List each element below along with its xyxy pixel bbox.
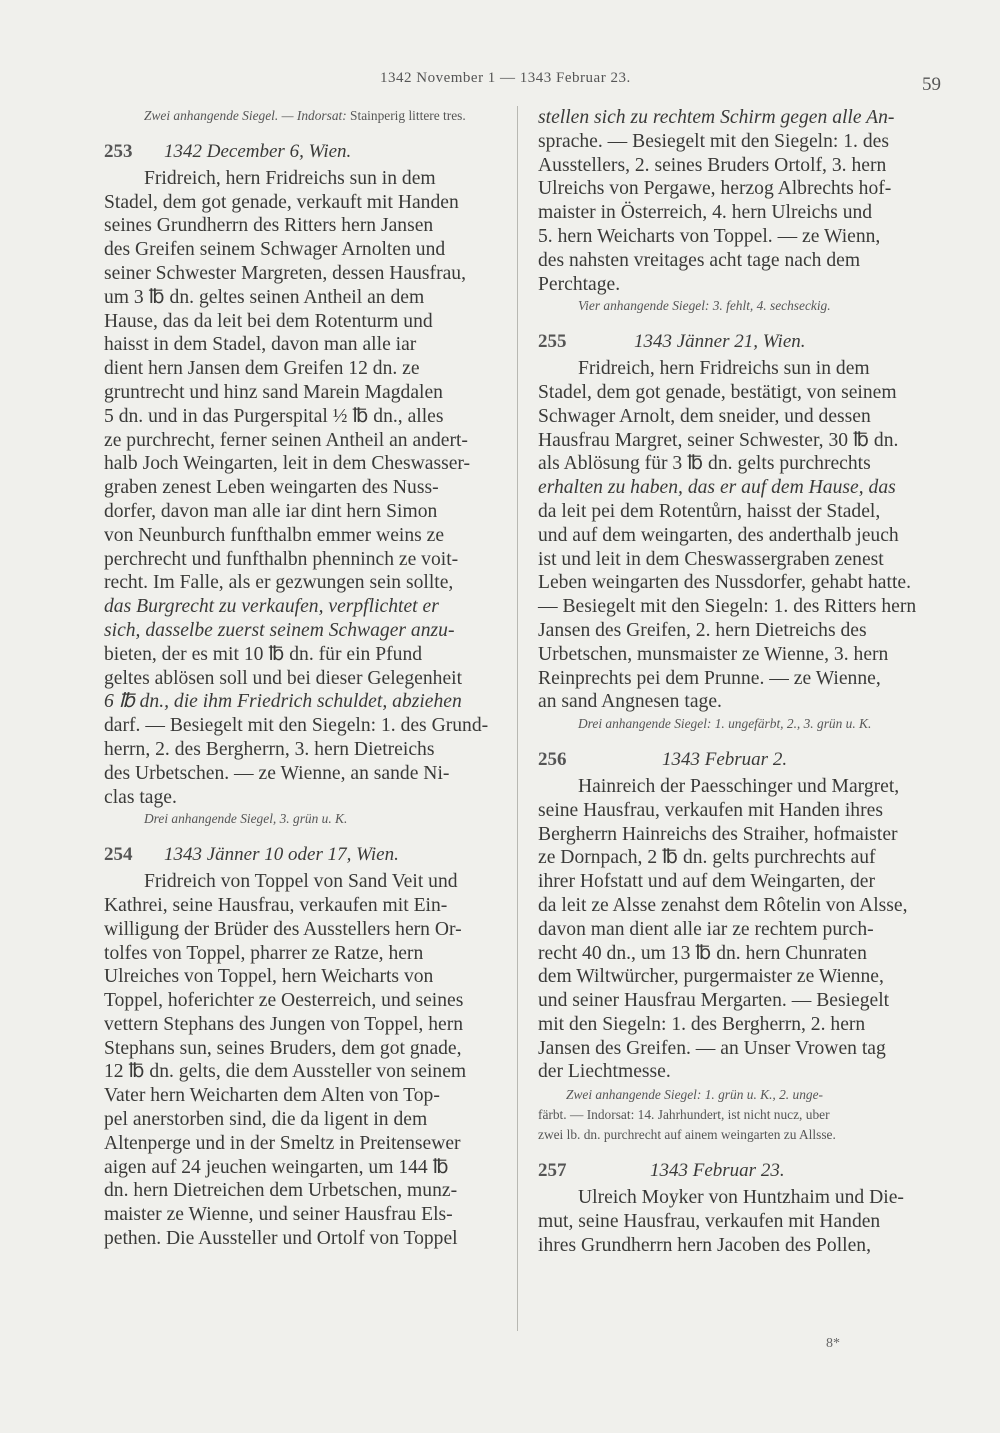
text-line: und auf dem weingarten, des anderthalb jeuch xyxy=(538,524,899,546)
text-line: — Besiegelt mit den Siegeln: 1. des Ritters hern xyxy=(538,596,917,618)
text-line: Jansen des Greifen. — an Unser Vrowen tag xyxy=(538,1037,886,1059)
page-number: 59 xyxy=(922,74,941,95)
text-line: Bergherrn Hainreichs des Straiher, hofmaister xyxy=(538,823,898,845)
text-line: Hainreich der Paesschinger und Margret, xyxy=(578,775,900,797)
text-line: Ulreichs von Pergawe, herzog Albrechts hof- xyxy=(538,178,892,200)
text-line: tolfes von Toppel, pharrer ze Ratze, hern xyxy=(104,942,424,964)
right-column xyxy=(538,106,936,1257)
text-line: clas tage. xyxy=(104,786,177,808)
text-line: gruntrecht und hinz sand Marein Magdalen xyxy=(104,381,443,403)
text-line: maister in Österreich, 4. hern Ulreichs und xyxy=(538,202,873,224)
text-line: mut, seine Hausfrau, verkaufen mit Handen xyxy=(538,1210,881,1232)
text-line: sich, dasselbe zuerst seinem Schwager anzu- xyxy=(104,619,455,641)
text-line: geltes ablösen soll und bei dieser Gelegenheit xyxy=(104,667,463,689)
seal-note xyxy=(538,1085,936,1145)
text-line: ihres Grundherrn hern Jacoben des Pollen, xyxy=(538,1234,871,1256)
column-divider xyxy=(517,106,518,1331)
entry-date: 1343 Februar 2. xyxy=(662,749,788,771)
text-line: ihrer Hofstatt und auf dem Weingarten, der xyxy=(538,871,876,893)
entry-number: 253 xyxy=(104,141,133,162)
text-line: der Liechtmesse. xyxy=(538,1061,671,1083)
text-line: Perchtage. xyxy=(538,273,621,295)
text-line: seiner Schwester Margreten, dessen Hausfrau, xyxy=(104,262,466,284)
text-line: aigen auf 24 jeuchen weingarten, um 144 ℔ xyxy=(104,1156,449,1178)
entry-number: 257 xyxy=(538,1160,567,1182)
text-line: graben zenest Leben weingarten des Nuss- xyxy=(104,477,439,499)
text-line: pethen. Die Aussteller und Ortolf von Toppel xyxy=(104,1228,458,1250)
left-column xyxy=(104,106,512,1251)
text-line: willigung der Brüder des Ausstellers hern Or- xyxy=(104,918,462,940)
text-line: Fridreich von Toppel von Sand Veit und xyxy=(144,871,458,893)
text-line: mit den Siegeln: 1. des Bergherrn, 2. hern xyxy=(538,1013,866,1035)
text-line: recht 40 dn., um 13 ℔ dn. hern Chunraten xyxy=(538,942,867,964)
text-line: 6 ℔ dn., die ihm Friedrich schuldet, abziehen xyxy=(104,691,462,713)
entry-number: 254 xyxy=(104,844,133,866)
seal-note: Drei anhangende Siegel: 1. ungefärbt, 2., 3. grün u. K. xyxy=(578,716,872,732)
text-line: ze Dornpach, 2 ℔ dn. gelts purchrechts auf xyxy=(538,847,876,869)
text-line: Stadel, dem got genade, bestätigt, von seinem xyxy=(538,381,897,403)
text-line: dient hern Jansen dem Greifen 12 dn. ze xyxy=(104,358,420,380)
text-line: darf. — Besiegelt mit den Siegeln: 1. des Grund- xyxy=(104,715,489,737)
text-line: Urbetschen, munsmaister ze Wienne, 3. hern xyxy=(538,643,889,665)
text-line: stellen sich zu rechtem Schirm gegen alle An- xyxy=(538,107,895,128)
note-line: färbt. — Indorsat: 14. Jahrhundert, ist nicht nucz, uber xyxy=(538,1107,830,1123)
text-line: Hause, das da leit bei dem Rotenturm und xyxy=(104,310,433,332)
text-line: herrn, 2. des Bergherrn, 3. hern Dietreichs xyxy=(104,738,435,760)
entry-254-heading xyxy=(104,843,512,867)
text-line: vettern Stephans des Jungen von Toppel, hern xyxy=(104,1013,464,1035)
entry-255-text xyxy=(538,357,936,714)
text-line: dorfer, davon man alle iar dint hern Simon xyxy=(104,500,438,522)
top-note: Zwei anhangende Siegel. — Indorsat: Stainperig littere tres. xyxy=(144,108,466,123)
text-line: ze purchrecht, ferner seinen Antheil an andert- xyxy=(104,429,468,451)
text-line: Schwager Arnolt, dem sneider, und dessen xyxy=(538,405,871,427)
text-line: sprache. — Besiegelt mit den Siegeln: 1. des xyxy=(538,130,889,152)
text-line: 5. hern Weicharts von Toppel. — ze Wienn, xyxy=(538,225,881,247)
entry-date: 1343 Jänner 21, Wien. xyxy=(634,331,806,353)
text-line: recht. Im Falle, als er gezwungen sein sollte, xyxy=(104,572,454,594)
text-line: da leit pei dem Rotentůrn, haisst der Stadel, xyxy=(538,500,881,522)
entry-256-heading xyxy=(538,748,936,772)
text-line: 12 ℔ dn. gelts, die dem Aussteller von seinem xyxy=(104,1061,467,1083)
text-line: dem Wiltwürcher, purgermaister ze Wienne, xyxy=(538,966,884,988)
entry-254-continued xyxy=(538,106,936,296)
text-line: davon man dient alle iar ze rechtem purch- xyxy=(538,918,874,940)
entry-date: 1343 Februar 23. xyxy=(650,1160,785,1182)
text-line: an sand Angnesen tage. xyxy=(538,691,722,713)
text-line: Ulreich Moyker von Huntzhaim und Die- xyxy=(578,1187,904,1209)
entry-253-text xyxy=(104,167,512,810)
text-line: ist und leit in dem Cheswassergraben zenest xyxy=(538,548,884,570)
text-line: Jansen des Greifen, 2. hern Dietreichs des xyxy=(538,619,867,641)
seal-note: Drei anhangende Siegel, 3. grün u. K. xyxy=(144,811,348,827)
seal-note: Vier anhangende Siegel: 3. fehlt, 4. sechseckig. xyxy=(578,298,831,314)
text-line: erhalten zu haben, das er auf dem Hause, das xyxy=(538,477,896,499)
text-line: von Neunburch funfthalbn emmer weins ze xyxy=(104,524,445,546)
text-line: 5 dn. und in das Purgerspital ½ ℔ dn., alles xyxy=(104,405,444,427)
text-line: Kathrei, seine Hausfrau, verkaufen mit Ein- xyxy=(104,894,448,916)
running-title: 1342 November 1 — 1343 Februar 23. xyxy=(380,70,631,86)
text-line: Fridreich, hern Fridreichs sun in dem xyxy=(578,358,870,380)
text-line: dn. hern Dietreichen dem Urbetschen, munz- xyxy=(104,1180,458,1202)
text-line: Leben weingarten des Nussdorfer, gehabt hatte. xyxy=(538,572,911,594)
text-line: Ausstellers, 2. seines Bruders Ortolf, 3. hern xyxy=(538,154,887,176)
text-line: Stephans sun, seines Bruders, dem got gnade, xyxy=(104,1037,462,1059)
entry-255-heading xyxy=(538,330,936,354)
signature-mark: 8* xyxy=(826,1336,840,1351)
text-line: seines Grundherrn des Ritters hern Jansen xyxy=(104,215,434,237)
text-line: haisst in dem Stadel, davon man alle iar xyxy=(104,334,417,356)
text-line: maister ze Wienne, und seiner Hausfrau Els- xyxy=(104,1204,453,1226)
text-line: des Greifen seinem Schwager Arnolten und xyxy=(104,239,446,261)
entry-date: 1343 Jänner 10 oder 17, Wien. xyxy=(164,844,399,866)
entry-number: 256 xyxy=(538,749,567,771)
text-line: um 3 ℔ dn. geltes seinen Antheil an dem xyxy=(104,286,425,308)
note-line: Zwei anhangende Siegel: 1. grün u. K., 2. unge- xyxy=(566,1087,823,1103)
text-line: da leit ze Alsse zenahst dem Rôtelin von Alsse, xyxy=(538,894,908,916)
text-line: seine Hausfrau, verkaufen mit Handen ihres xyxy=(538,799,883,821)
text-line: perchrecht und funfthalbn phenninch ze voit- xyxy=(104,548,459,570)
entry-date: 1342 December 6, Wien. xyxy=(164,141,352,162)
text-line: des nahsten vreitages acht tage nach dem xyxy=(538,249,861,271)
text-line: Ulreiches von Toppel, hern Weicharts von xyxy=(104,966,434,988)
entry-257-heading xyxy=(538,1159,936,1183)
text-line: als Ablösung für 3 ℔ dn. gelts purchrechts xyxy=(538,453,871,475)
entry-number: 255 xyxy=(538,331,567,353)
text-line: Toppel, hoferichter ze Oesterreich, und seines xyxy=(104,990,464,1012)
text-line: Reinprechts pei dem Prunne. — ze Wienne, xyxy=(538,667,881,689)
text-line: Stadel, dem got genade, verkauft mit Handen xyxy=(104,191,459,213)
entry-256-text xyxy=(538,775,936,1084)
text-line: Hausfrau Margret, seiner Schwester, 30 ℔ dn. xyxy=(538,429,899,451)
note-line: zwei lb. dn. purchrecht auf ainem weingarten zu Allsse. xyxy=(538,1127,836,1143)
text-line: bieten, der es mit 10 ℔ dn. für ein Pfund xyxy=(104,643,423,665)
text-line: Altenperge und in der Smeltz in Preitensewer xyxy=(104,1132,461,1154)
text-line: Fridreich, hern Fridreichs sun in dem xyxy=(144,167,436,189)
text-line: halb Joch Weingarten, leit in dem Cheswasser- xyxy=(104,453,471,475)
entry-257-text xyxy=(538,1186,936,1257)
entry-254-text xyxy=(104,870,512,1251)
text-line: das Burgrecht zu verkaufen, verpflichtet er xyxy=(104,596,439,618)
text-line: Vater hern Weicharten dem Alten von Top- xyxy=(104,1085,440,1107)
entry-253-heading xyxy=(104,140,512,164)
text-line: des Urbetschen. — ze Wienne, an sande Ni- xyxy=(104,762,450,784)
text-line: pel anerstorben sind, die da ligent in dem xyxy=(104,1109,428,1131)
text-line: und seiner Hausfrau Mergarten. — Besiegelt xyxy=(538,990,890,1012)
